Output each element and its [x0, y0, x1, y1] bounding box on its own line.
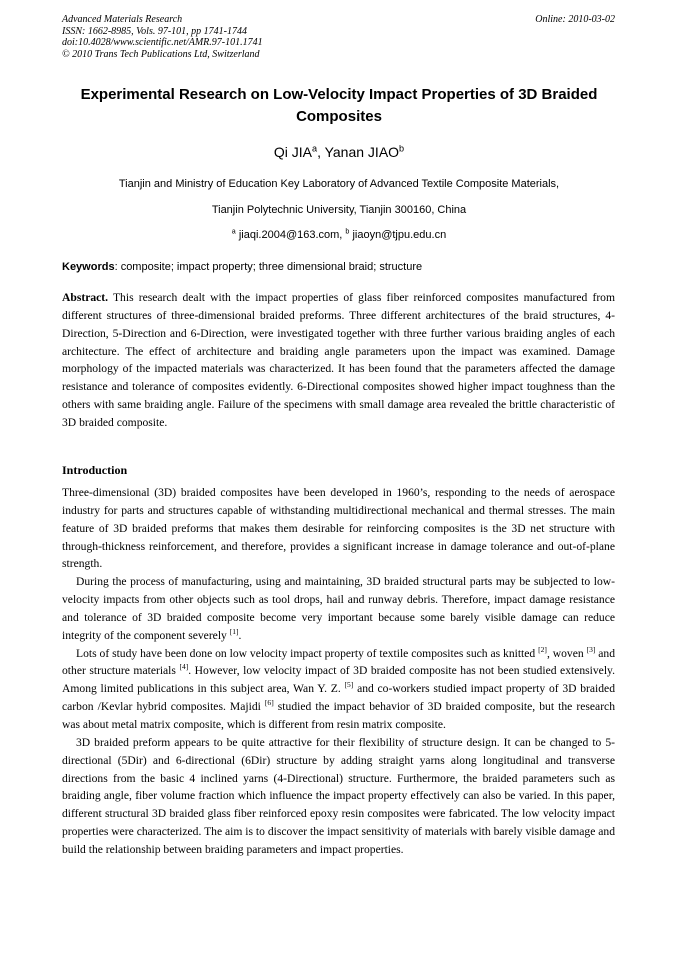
affiliation-line: Tianjin and Ministry of Education Key Laboratory of Advanced Textile Composite Materials, [118, 178, 560, 190]
paragraph-text: , woven [546, 646, 587, 660]
introduction-body [62, 484, 615, 859]
section-heading: Introduction [62, 463, 128, 477]
paragraph-text: and other structure materials [62, 646, 616, 678]
affiliation-line: Tianjin Polytechnic University, Tianjin 300160, China [211, 204, 467, 216]
paragraph [62, 645, 615, 734]
abstract-label: Abstract. [62, 291, 109, 304]
paper-title: Experimental Research on Low-Velocity Impact Properties of 3D Braided Composites [80, 86, 598, 125]
paragraph-text: studied the impact behavior of 3D braided composite, but the research was about metal matrix composite, which is different from resin matrix composite. [62, 700, 615, 731]
email-link[interactable]: jiaqi.2004@163.com, [238, 229, 343, 241]
journal-name: Advanced Materials Research [62, 14, 183, 25]
issn-line: ISSN: 1662-8985, Vols. 97-101, pp 1741-1744 [62, 25, 247, 37]
paragraph: Three-dimensional (3D) braided composites have been developed in 1960’s, responding to the needs of aerospace industry for parts and structures capable of withstanding multidirectional mechanical and thermal stresses. The main feature of 3D braided preforms that makes them desirable for reinforcing composites is the 3D net structure with through-thickness reinforcement, and therefore, provides a significant increase in damage tolerance and out-of-plane strength. [62, 486, 615, 571]
keywords-label: Keywords [62, 261, 115, 273]
author-name: Qi JIA [273, 144, 312, 160]
paragraph-text: During the process of manufacturing, using and maintaining, 3D braided structural parts may be subjected to low-velocity impacts from other objects such as tool drops, hail and runway debris. Therefore, impact damage resistance and tolerance of 3D braided composite become very important because some barely visible damage can reduce integrity of the component severely [62, 575, 615, 642]
copyright-line: © 2010 Trans Tech Publications Ltd, Switzerland [62, 48, 260, 60]
abstract-text: This research dealt with the impact properties of glass fiber reinforced composites manufactured from different structures of three-dimensional braided preforms. Three different architectures of the braid structures, 4-Direction, 5-Direction and 6-Direction, were investigated together with three further various braiding angles of each architecture. The effect of architecture and braiding angle parameters upon the impact was examined. Damage morphology of the impacted materials was characterized. It has been found that the parameters affected the damage resistance and tolerance of composites evidently. 6-Directional composites showed higher impact toughness than the others with same braiding angle. Failure of the specimens with small damage area revealed the brittle characteristic of 3D braided composite. [62, 291, 615, 429]
paragraph [62, 573, 615, 644]
email-line [0, 229, 678, 241]
paragraph-text: . However, low velocity impact of 3D braided composite has not been studied extensively. Among limited publications in this subject area, Wan Y. Z. [62, 664, 615, 696]
keywords-text: : composite; impact property; three dimensional braid; structure [114, 261, 423, 273]
email-superscript: b [345, 227, 350, 236]
author-superscript: a [312, 143, 318, 154]
email-link[interactable]: jiaoyn@tjpu.edu.cn [352, 229, 447, 241]
citation: [6] [264, 698, 274, 708]
citation: [3] [586, 644, 596, 654]
email-superscript: a [231, 227, 236, 236]
abstract [62, 289, 615, 432]
online-date: Online: 2010-03-02 [535, 14, 615, 25]
paragraph: 3D braided preform appears to be quite attractive for their flexibility of structure design. It can be changed to 5-directional (5Dir) and 6-directional (6Dir) structure by adding straight yarns along longitudinal and transverse directions from the basic 4 inclined yarns (4-Directional) structure. Furthermore, the braided parameters such as braiding angle, fiber volume fraction which influence the impact property effectively can also be varied. In this paper, different structural 3D braided glass fiber reinforced epoxy resin composites were fabricated. The low velocity impact properties were characterized. The aim is to discover the impact sensitivity of materials with barely visible damage and build the relationship between braiding parameters and impact properties. [62, 735, 615, 856]
author-separator: , [317, 144, 325, 160]
journal-header [62, 14, 615, 60]
author-name: Yanan JIAO [324, 144, 400, 160]
author-line [0, 144, 678, 160]
citation: [5] [344, 680, 354, 690]
doi-line: doi:10.4028/www.scientific.net/AMR.97-101.1741 [62, 37, 263, 48]
citation: [4] [179, 662, 189, 672]
paragraph-text: . [238, 628, 242, 642]
keywords [62, 261, 615, 273]
author-superscript: b [399, 143, 405, 154]
citation: [1] [229, 626, 239, 636]
paragraph-text: Lots of study have been done on low velocity impact property of textile composites such as knitted [76, 646, 539, 660]
citation: [2] [538, 644, 547, 654]
paragraph-text: and co-workers studied impact property of 3D braided carbon /Kevlar hybrid composites. Majidi [62, 682, 615, 714]
